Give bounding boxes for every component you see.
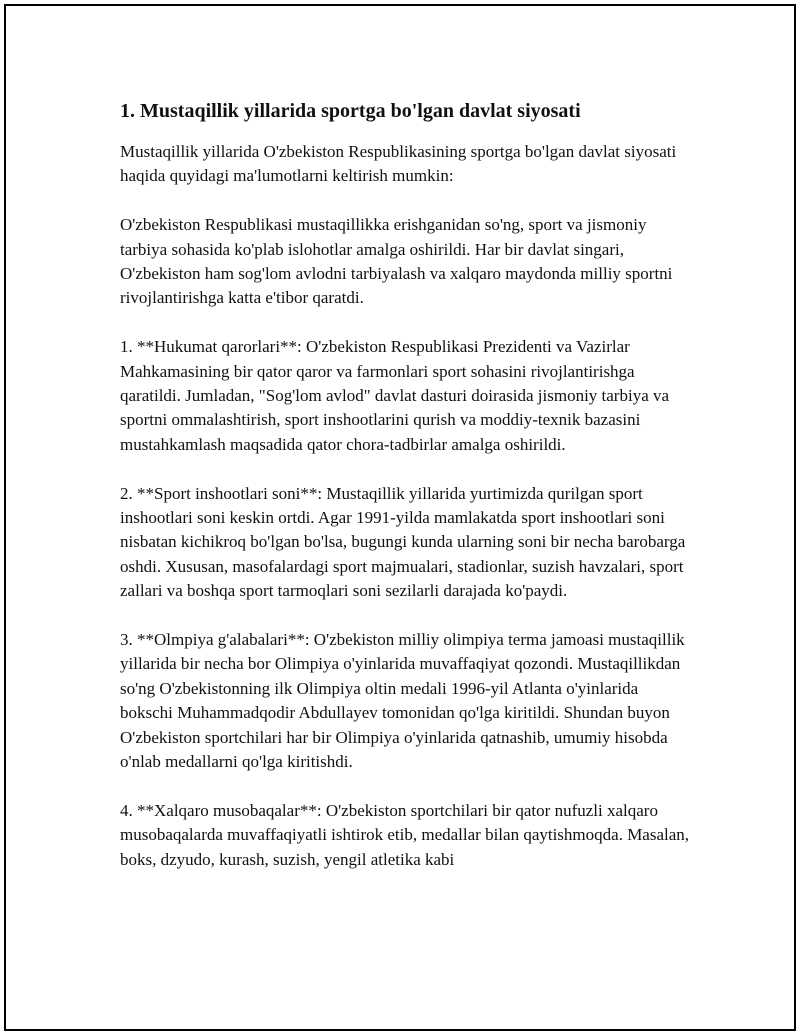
document-body — [120, 98, 690, 897]
document-title: 1. Mustaqillik yillarida sportga bo'lgan davlat siyosati — [120, 100, 581, 122]
page-frame — [4, 4, 796, 1031]
international-competitions-paragraph: 4. **Xalqaro musobaqalar**: O'zbekiston sportchilari bir qator nufuzli xalqaro musobaqalarda muvaffaqiyatli ishtirok etib, medallar bilan qaytishmoqda. Masalan, boks, dzyudo, kurash, suzish, yengil atletika kabi — [120, 800, 690, 869]
context-paragraph: O'zbekiston Respublikasi mustaqillikka erishganidan so'ng, sport va jismoniy tarbiya sohasida ko'plab islohotlar amalga oshirildi. Har bir davlat singari, O'zbekiston ham sog'lom avlodni tarbiyalash va xalqaro maydonda milliy sportni rivojlantirishga katta e'tibor qaratdi. — [120, 215, 673, 308]
government-decisions-paragraph: 1. **Hukumat qarorlari**: O'zbekiston Respublikasi Prezidenti va Vazirlar Mahkamasining bir qator qaror va farmonlari sport sohasini rivojlantirishga qaratildi. Jumladan, "Sog'lom avlod" davlat dasturi doirasida jismoniy tarbiya va sportni ommalashtirish, sport inshootlarini qurish va moddiy-texnik bazasini mustahkamlash maqsadida qator chora-tadbirlar amalga oshirildi. — [120, 337, 670, 454]
intro-paragraph: Mustaqillik yillarida O'zbekiston Respublikasining sportga bo'lgan davlat siyosati haqida quyidagi ma'lumotlarni keltirish mumkin: — [120, 142, 677, 186]
olympic-victories-paragraph: 3. **Olmpiya g'alabalari**: O'zbekiston milliy olimpiya terma jamoasi mustaqillik yillarida bir necha bor Olimpiya o'yinlarida muvaffaqiyat qozondi. Mustaqillikdan so'ng O'zbekistonning ilk Olimpiya oltin medali 1996-yil Atlanta o'yinlarida bokschi Muhammadqodir Abdullayev tomonidan qo'lga kiritildi. Shundan buyon O'zbekiston sportchilari har bir Olimpiya o'yinlarida qatnashib, umumiy hisobda o'nlab medallarni qo'lga kiritishdi. — [120, 630, 685, 772]
sport-facilities-paragraph: 2. **Sport inshootlari soni**: Mustaqillik yillarida yurtimizda qurilgan sport inshootlari soni keskin ortdi. Agar 1991-yilda mamlakatda sport inshootlari soni nisbatan kichikroq bo'lgan bo'lsa, bugungi kunda ularning soni bir necha barobarga oshdi. Xususan, masofalardagi sport majmualari, stadionlar, suzish havzalari, sport zallari va boshqa sport tarmoqlari soni sezilarli darajada ko'paydi. — [120, 483, 686, 601]
